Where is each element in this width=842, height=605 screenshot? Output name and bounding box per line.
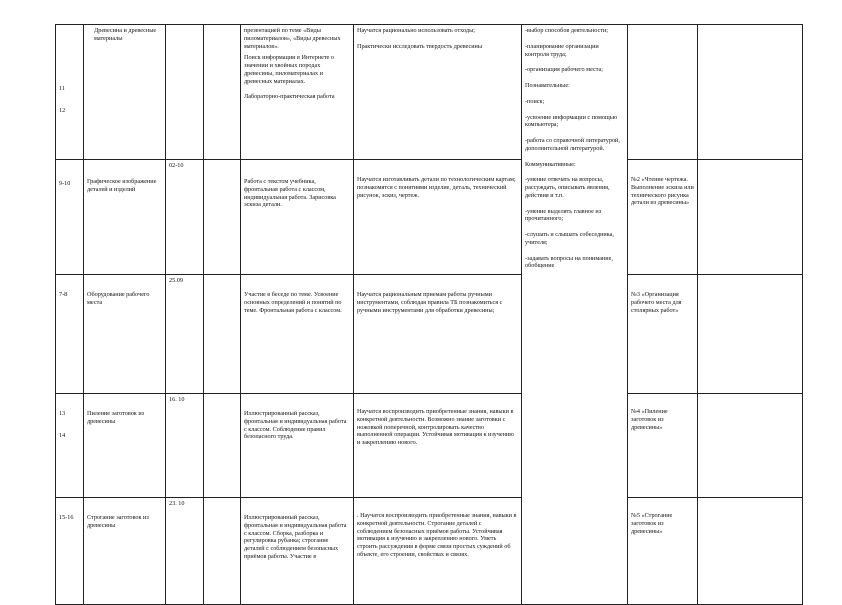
uud-item: -усвоение информации с помощью компьютера; — [525, 113, 618, 129]
uud-item: -планирование организации контроля труда; — [525, 42, 599, 58]
activity-text: презентацией по теме «Виды пиломатериалов», «Виды древесных материалов». — [244, 27, 341, 50]
lesson-number-cell — [56, 394, 84, 498]
results-cell — [354, 25, 522, 160]
topic-cell — [84, 275, 166, 394]
lesson-number-cell — [56, 498, 84, 605]
date-cell — [166, 160, 204, 275]
activity-text: Иллюстрированный рассказ, фронтальная и индивидуальная работа с классом. Сборка, разборка и регулировка рубанка; строгание деталей с соблюдением безопасных приёмов работы. Участие в — [244, 514, 347, 560]
lesson-number: 13 — [59, 410, 66, 417]
results-text: Научатся рационально использовать отходы; — [357, 27, 475, 34]
results-text: . Научатся воспроизводить приобретенные знания, навыки в конкретной деятельности. Строгание деталей с соблюдением безопасных приёмов работы. Устойчивая мотивация к изучению и закреплению нового. Уметь строить рассуждения в форме связи простых суждений об объекте, его строении, свойствах и связях. — [357, 512, 517, 558]
results-cell — [354, 160, 522, 275]
lesson-date: 02-10 — [169, 162, 184, 169]
topic-cell — [84, 160, 166, 275]
activity-text: Лабораторно-практическая работа — [244, 93, 335, 101]
activity-text: Участие в беседе по теме. Усвоение основных определений и понятий по теме. Фронтальная работа с классом. — [244, 291, 342, 314]
thematic-plan-table — [55, 24, 803, 605]
uud-cell — [522, 25, 628, 605]
table-row — [56, 275, 803, 394]
lesson-number-cell — [56, 275, 84, 394]
topic-cell — [84, 498, 166, 605]
results-text: Научатся воспроизводить приобретенные знания, навыки в конкретной деятельности. Возможно знание заготовки с ножовкой поперечной, контролировать качество выполненной операции. Устойчивая мотивация к изучению и закреплению нового. — [357, 408, 514, 446]
table-row — [56, 394, 803, 498]
topic-text: Строгание заготовок из древесины — [87, 514, 149, 529]
empty-cell — [698, 498, 803, 605]
uud-heading: Познавательные: — [525, 82, 570, 89]
table-row — [56, 498, 803, 605]
results-cell — [354, 275, 522, 394]
activity-cell — [241, 160, 354, 275]
topic-text: Оборудование рабочего места — [87, 291, 150, 306]
lesson-number-cell — [56, 160, 84, 275]
lesson-number: 9-10 — [59, 180, 71, 187]
topic-cell — [84, 394, 166, 498]
table-row — [56, 160, 803, 275]
topic-text: Пиление заготовок из древесины — [87, 410, 145, 425]
lesson-date: 25.09 — [169, 277, 183, 284]
empty-cell — [204, 25, 241, 160]
lesson-date: 23. 10 — [169, 500, 185, 507]
activity-cell — [241, 394, 354, 498]
activity-cell — [241, 25, 354, 160]
homework-text: №3 «Организация рабочего места для столярных работ» — [631, 291, 682, 314]
uud-item: -поиск; — [525, 97, 545, 105]
topic-text: Древесина и древесные материалы — [94, 27, 157, 42]
table-row — [56, 25, 803, 160]
results-text: Практически исследовать твердость древесины — [357, 42, 483, 50]
results-cell — [354, 498, 522, 605]
lesson-number-cell — [56, 25, 84, 160]
date-cell — [166, 394, 204, 498]
uud-item: -задавать вопросы на понимание, обобщение — [525, 254, 613, 270]
uud-item: -организация рабочего места; — [525, 66, 603, 74]
uud-item: -выбор способов деятельности; — [525, 27, 609, 34]
homework-cell — [628, 160, 698, 275]
uud-item: -умение выделять главное из прочитанного; — [525, 207, 602, 223]
uud-item: -работа со справочной литературой, дополнительной литературой. — [525, 137, 620, 152]
homework-text: №2 «Чтение чертежа. Выполнение эскиза или технического рисунка детали из древесины» — [631, 176, 694, 207]
activity-text: Поиск информации в Интернете о значении и хвойных породах древесины, пиломатериалах и древесных материалах. — [244, 54, 334, 85]
uud-item: -слушать и слышать собеседника, учителя; — [525, 231, 614, 246]
empty-cell — [698, 25, 803, 160]
homework-cell — [628, 394, 698, 498]
results-text: Научатся рациональным приемам работы ручными инструментами, соблюдая правила ТБ познакомиться с ручными инструментами для обработки древесины; — [357, 291, 503, 314]
activity-cell — [241, 275, 354, 394]
results-text: Научатся изготавливать детали по технологическим картам; познакомятся с понятиями изделие, деталь, технический рисунок, эскиз, чертеж. — [357, 176, 516, 199]
homework-cell — [628, 275, 698, 394]
lesson-number: 14 — [59, 431, 66, 439]
uud-heading: Коммуникативные: — [525, 160, 576, 168]
date-cell — [166, 25, 204, 160]
empty-cell — [204, 275, 241, 394]
homework-cell — [628, 25, 698, 160]
uud-item: -умение отвечать на вопросы, рассуждать, описывать явления, действия и т.п. — [525, 176, 610, 199]
homework-text: №4 «Пиление заготовок из древесины» — [631, 408, 668, 431]
empty-cell — [204, 160, 241, 275]
date-cell — [166, 275, 204, 394]
lesson-number: 7-8 — [59, 291, 68, 298]
homework-text: №5 «Строгание заготовок из древесины» — [631, 512, 673, 535]
topic-text: Графическое изображение деталей и изделий — [87, 178, 157, 193]
lesson-number: 12 — [59, 106, 66, 114]
activity-text: Работа с текстом учебника, фронтальная работа с классом, индивидуальная работа. Зарисовка эскиза детали. — [244, 178, 336, 209]
date-cell — [166, 498, 204, 605]
empty-cell — [204, 498, 241, 605]
lesson-date: 16. 10 — [169, 396, 185, 403]
topic-cell — [84, 25, 166, 160]
lesson-number: 15-16 — [59, 514, 74, 521]
activity-cell — [241, 498, 354, 605]
empty-cell — [204, 394, 241, 498]
empty-cell — [698, 394, 803, 498]
empty-cell — [698, 160, 803, 275]
activity-text: Иллюстрированный рассказ, фронтальная и индивидуальная работа с классом. Соблюдение правил безопасного труда. — [244, 410, 347, 441]
results-cell — [354, 394, 522, 498]
empty-cell — [698, 275, 803, 394]
lesson-number: 11 — [59, 85, 65, 92]
homework-cell — [628, 498, 698, 605]
